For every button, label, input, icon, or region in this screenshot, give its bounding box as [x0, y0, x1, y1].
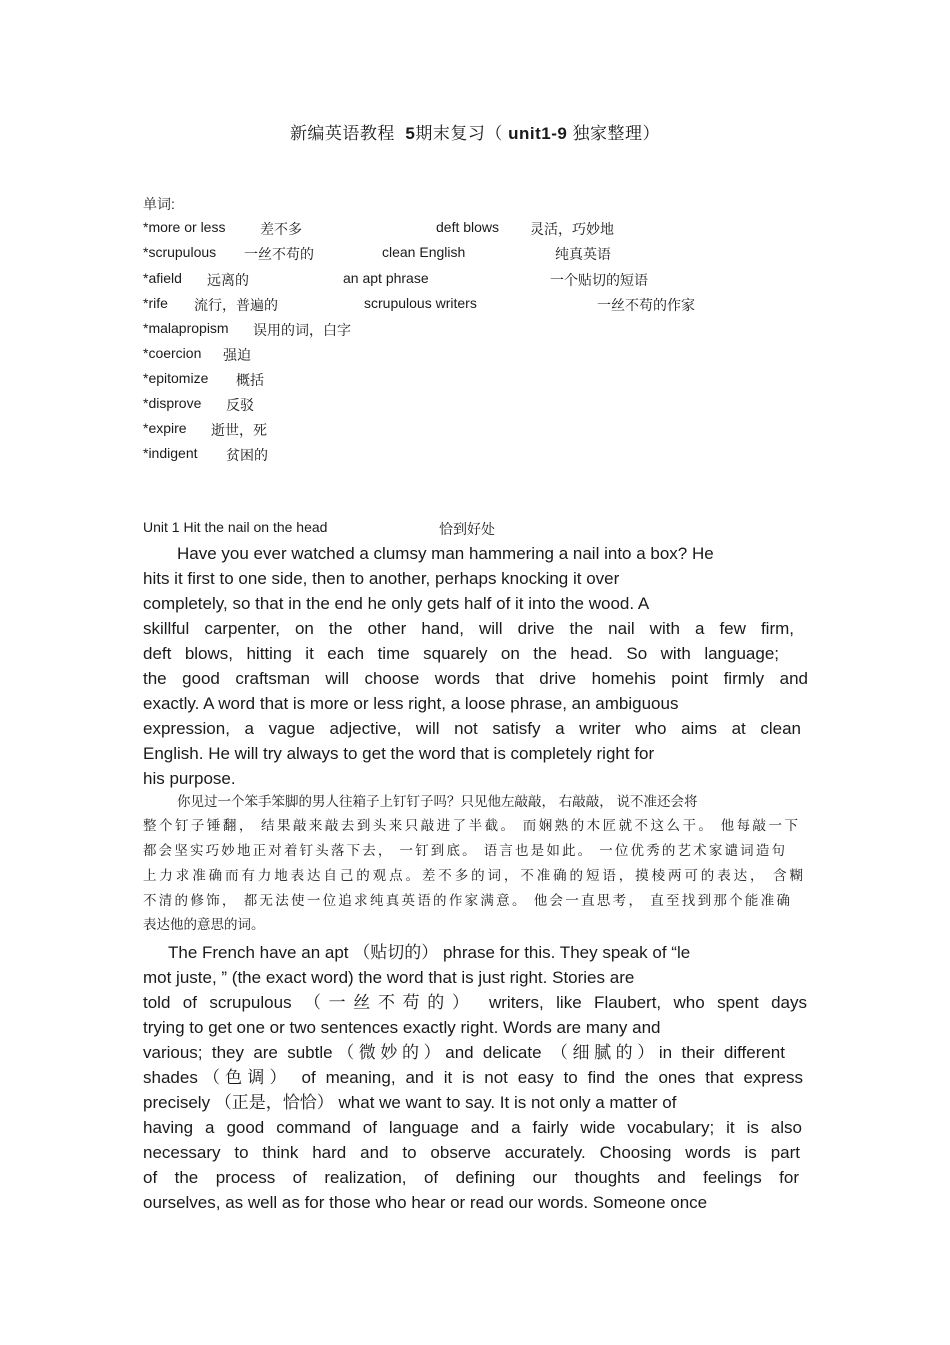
text-line: his purpose. — [143, 769, 236, 788]
vocab-word: an apt phrase — [343, 270, 429, 286]
translation-line: 整个钉子锤翻， 结果敲来敲去到头来只敲进了半截。 而娴熟的木匠就不这么干。 他每敲一下 — [143, 818, 798, 833]
text-line: having a good command of language and a fairly wide vocabulary; it is also — [143, 1118, 802, 1137]
title-prefix: 新编英语教程 — [289, 124, 395, 143]
text-line: hits it first to one side, then to another, perhaps knocking it over — [143, 569, 620, 588]
vocab-meaning: 差不多 — [260, 221, 302, 237]
vocab-meaning: 流行，普遍的 — [194, 297, 278, 313]
vocab-word: *rife — [143, 295, 168, 311]
vocab-word: scrupulous writers — [364, 295, 477, 311]
vocab-word: *malapropism — [143, 320, 229, 336]
title-unit: unit1-9 — [508, 124, 568, 143]
vocab-meaning: 贫困的 — [226, 447, 268, 463]
unit-title-zh: 恰到好处 — [439, 521, 495, 537]
vocab-meaning: 一丝不苟的作家 — [597, 297, 695, 313]
text-line: the good craftsman will choose words that drive homehis point firmly and — [143, 669, 808, 688]
text-line: exactly. A word that is more or less right, a loose phrase, an ambiguous — [143, 694, 679, 713]
vocab-meaning: 一丝不苟的 — [244, 246, 314, 262]
text-line: trying to get one or two sentences exactly right. Words are many and — [143, 1018, 661, 1037]
vocab-meaning: 概括 — [236, 372, 264, 388]
text-line: expression, a vague adjective, will not satisfy a writer who aims at clean — [143, 719, 801, 738]
vocab-meaning: 一个贴切的短语 — [550, 272, 648, 288]
text-line: necessary to think hard and to observe accurately. Choosing words is part — [143, 1143, 800, 1162]
vocab-meaning: 误用的词，白字 — [253, 322, 351, 338]
vocab-meaning: 灵活，巧妙地 — [530, 221, 614, 237]
vocab-word: *scrupulous — [143, 244, 217, 260]
translation-line: 表达他的意思的词。 — [143, 917, 265, 932]
vocab-meaning: 强迫 — [223, 347, 251, 363]
translation-line: 上力求准确而有力地表达自己的观点。差不多的词，不准确的短语，摸棱两可的表达， 含糊 — [143, 868, 803, 883]
vocab-word: *more or less — [143, 219, 226, 235]
vocab-word: *indigent — [143, 445, 198, 461]
unit-title: Unit 1 Hit the nail on the head — [143, 519, 328, 535]
vocab-word: *epitomize — [143, 370, 209, 386]
vocab-word: *expire — [143, 420, 187, 436]
vocab-meaning: 纯真英语 — [555, 246, 611, 262]
text-line: various; they are subtle（微妙的）and delicate （细腻的）in their different — [143, 1043, 785, 1062]
translation-line: 你见过一个笨手笨脚的男人往箱子上钉钉子吗？只见他左敲敲， 右敲敲， 说不准还会将 — [177, 794, 698, 809]
vocab-word: *coercion — [143, 345, 202, 361]
text-line: deft blows, hitting it each time squarely on the head. So with language; — [143, 644, 779, 663]
title-number: 5 — [405, 124, 416, 143]
title-suffix: 独家整理） — [572, 124, 661, 143]
text-line: Have you ever watched a clumsy man hammering a nail into a box? He — [177, 544, 714, 563]
vocab-meaning: 逝世，死 — [211, 422, 267, 438]
vocab-heading: 单词: — [143, 196, 175, 212]
text-line: English. He will try always to get the word that is completely right for — [143, 744, 655, 763]
text-line: skillful carpenter, on the other hand, will drive the nail with a few firm, — [143, 619, 794, 638]
text-line: told of scrupulous （一丝不苟的） writers, like Flaubert, who spent days — [143, 993, 807, 1012]
vocab-meaning: 远离的 — [207, 272, 249, 288]
vocab-meaning: 反驳 — [226, 397, 254, 413]
page-title — [0, 119, 950, 144]
text-line: shades（色调） of meaning, and it is not easy to find the ones that express — [143, 1068, 803, 1087]
text-line: mot juste, ” (the exact word) the word that is just right. Stories are — [143, 968, 635, 987]
text-line: precisely （正是，恰恰） what we want to say. It is not only a matter of — [143, 1093, 677, 1112]
text-line: ourselves, as well as for those who hear or read our words. Someone once — [143, 1193, 708, 1212]
text-line: completely, so that in the end he only gets half of it into the wood. A — [143, 594, 650, 613]
vocab-word: *afield — [143, 270, 182, 286]
text-line: The French have an apt （贴切的） phrase for this. They speak of “le — [168, 943, 691, 962]
vocab-word: *disprove — [143, 395, 202, 411]
text-line: of the process of realization, of defining our thoughts and feelings for — [143, 1168, 799, 1187]
vocab-word: clean English — [382, 244, 466, 260]
title-mid: 期末复习（ — [415, 124, 503, 143]
translation-line: 不清的修饰， 都无法使一位追求纯真英语的作家满意。 他会一直思考， 直至找到那个能准确 — [143, 893, 790, 908]
translation-line: 都会坚实巧妙地正对着钉头落下去， 一钉到底。 语言也是如此。 一位优秀的艺术家谴词造句 — [143, 843, 785, 858]
vocab-word: deft blows — [436, 219, 500, 235]
